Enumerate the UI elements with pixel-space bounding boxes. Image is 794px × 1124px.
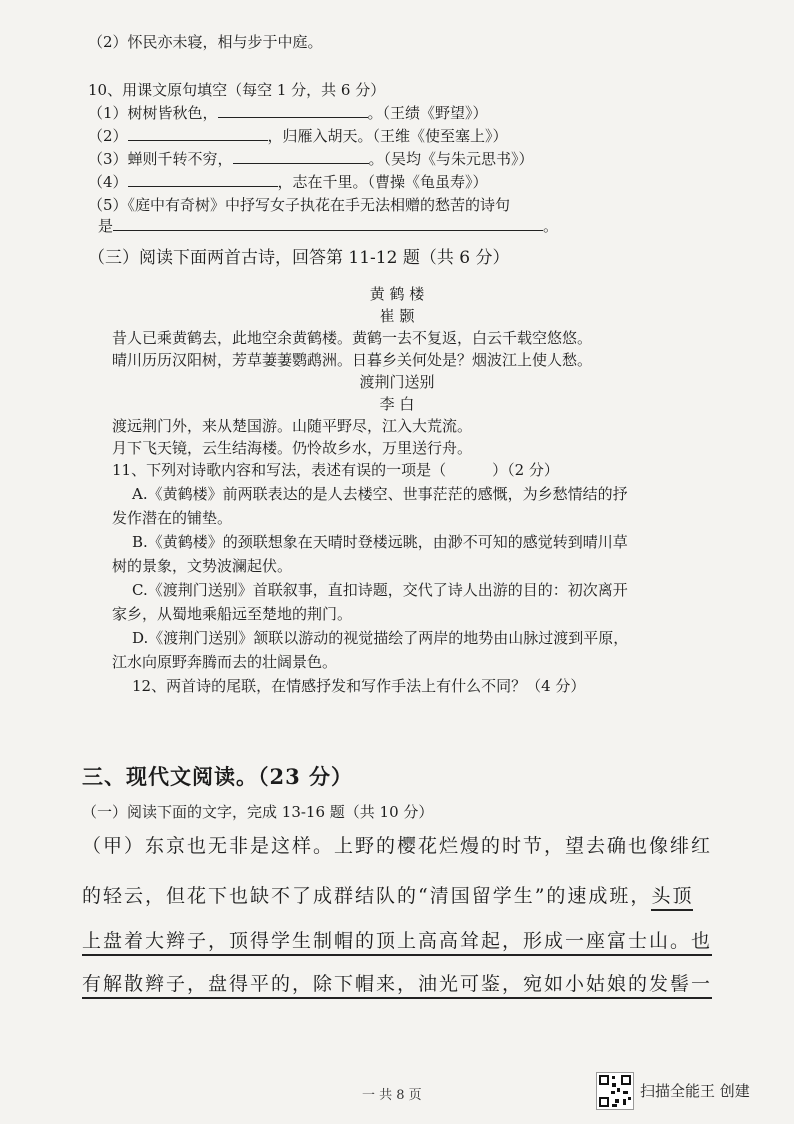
passage-line-4: [82, 972, 712, 996]
q10-item-4-suffix: ，志在千里。（曹操《龟虽寿》）: [277, 173, 488, 191]
poem-2-title: 渡荆门送别: [359, 373, 435, 391]
page-number: 一 共 8 页: [362, 1088, 422, 1103]
q10-item-2-suffix: ，归雁入胡天。（王维《使至塞上》）: [267, 127, 508, 145]
option-a-line-2: 发作潜在的铺垫。: [112, 509, 233, 527]
poem-1-line-1: 昔人已乘黄鹤去，此地空余黄鹤楼。黄鹤一去不复返，白云千载空悠悠。: [112, 329, 593, 347]
passage-line-2-text: 的轻云，但花下也缺不了成群结队的“清国留学生”的速成班，: [82, 885, 652, 907]
answer-blank[interactable]: [113, 216, 543, 231]
q10-item-2-prefix: （2）: [88, 127, 128, 145]
option-d-line-2: 江水向原野奔腾而去的壮阔景色。: [112, 653, 338, 671]
q9-item-2: （2）怀民亦未寝，相与步于中庭。: [88, 33, 323, 51]
question-12: 12、两首诗的尾联，在情感抒发和写作手法上有什么不同？（4 分）: [132, 677, 586, 695]
option-c-line-2: 家乡，从蜀地乘船远至楚地的荆门。: [112, 605, 353, 623]
q11-score: ）（2 分）: [492, 461, 559, 479]
passage-line-2: [82, 884, 693, 908]
poem-1-line-2: 晴川历历汉阳树，芳草萋萋鹦鹉洲。日暮乡关何处是？烟波江上使人愁。: [112, 351, 593, 369]
q10-item-1: [88, 103, 488, 123]
q10-item-4: [88, 172, 488, 192]
poem-1-author: 崔 颢: [379, 307, 415, 325]
q10-item-2: [88, 126, 508, 146]
q10-item-5: （5）《庭中有奇树》中抒写女子执花在手无法相赠的愁苦的诗句: [88, 196, 511, 214]
passage-line-1: （甲）东京也无非是这样。上野的樱花烂熳的时节，望去确也像绯红: [82, 835, 713, 857]
question-11: [112, 460, 559, 480]
q10-heading: 10、用课文原句填空（每空 1 分，共 6 分）: [88, 81, 386, 99]
part-3-heading: 三、现代文阅读。（23 分）: [82, 764, 354, 789]
q10-item-5-cont: [98, 216, 558, 236]
section-3-heading: （三）阅读下面两首古诗，回答第 11-12 题（共 6 分）: [88, 248, 510, 268]
passage-line-3: [82, 929, 712, 953]
q10-item-1-suffix: 。（王绩《野望》）: [367, 104, 488, 122]
poem-2-author: 李 白: [379, 395, 415, 413]
poem-1-title: 黄 鹤 楼: [369, 285, 425, 303]
q10-item-3-suffix: 。（吴均《与朱元思书》）: [368, 150, 534, 168]
poem-2-line-2: 月下飞天镜，云生结海楼。仍怜故乡水，万里送行舟。: [112, 439, 473, 457]
q10-item-5-end: 。: [543, 217, 559, 235]
underlined-text: 头顶: [651, 885, 693, 911]
option-a-line-1: A.《黄鹤楼》前两联表达的是人去楼空、世事茫茫的感慨，为乡愁情结的抒: [132, 485, 628, 503]
q10-item-1-prefix: （1）树树皆秋色，: [88, 104, 218, 122]
scanner-watermark: 扫描全能王 创建: [640, 1082, 750, 1100]
answer-blank[interactable]: [218, 103, 368, 118]
q10-item-3-prefix: （3）蝉则千转不穷，: [88, 150, 233, 168]
qr-code-icon: [596, 1072, 634, 1110]
answer-blank[interactable]: [233, 149, 369, 164]
answer-blank[interactable]: [128, 126, 268, 141]
q11-text: 11、下列对诗歌内容和写法，表述有误的一项是（: [112, 461, 447, 479]
part-3-subheading: （一）阅读下面的文字，完成 13-16 题（共 10 分）: [82, 803, 434, 821]
underlined-text: 上盘着大辫子，顶得学生制帽的顶上高高耸起，形成一座富士山。也: [82, 930, 712, 956]
option-b-line-2: 树的景象，文势波澜起伏。: [112, 557, 293, 575]
answer-blank[interactable]: [128, 172, 278, 187]
q10-item-4-prefix: （4）: [88, 173, 128, 191]
option-c-line-1: C.《渡荆门送别》首联叙事，直扣诗题，交代了诗人出游的目的：初次离开: [132, 581, 628, 599]
poem-2-line-1: 渡远荆门外，来从楚国游。山随平野尽，江入大荒流。: [112, 417, 473, 435]
q10-item-5-prefix: 是: [98, 217, 114, 235]
option-d-line-1: D.《渡荆门送别》颔联以游动的视觉描绘了两岸的地势由山脉过渡到平原，: [132, 629, 629, 647]
q10-item-3: [88, 149, 534, 169]
option-b-line-1: B.《黄鹤楼》的颈联想象在天晴时登楼远眺，由渺不可知的感觉转到晴川草: [132, 533, 628, 551]
underlined-text: 有解散辫子，盘得平的，除下帽来，油光可鉴，宛如小姑娘的发髻一: [82, 973, 712, 999]
